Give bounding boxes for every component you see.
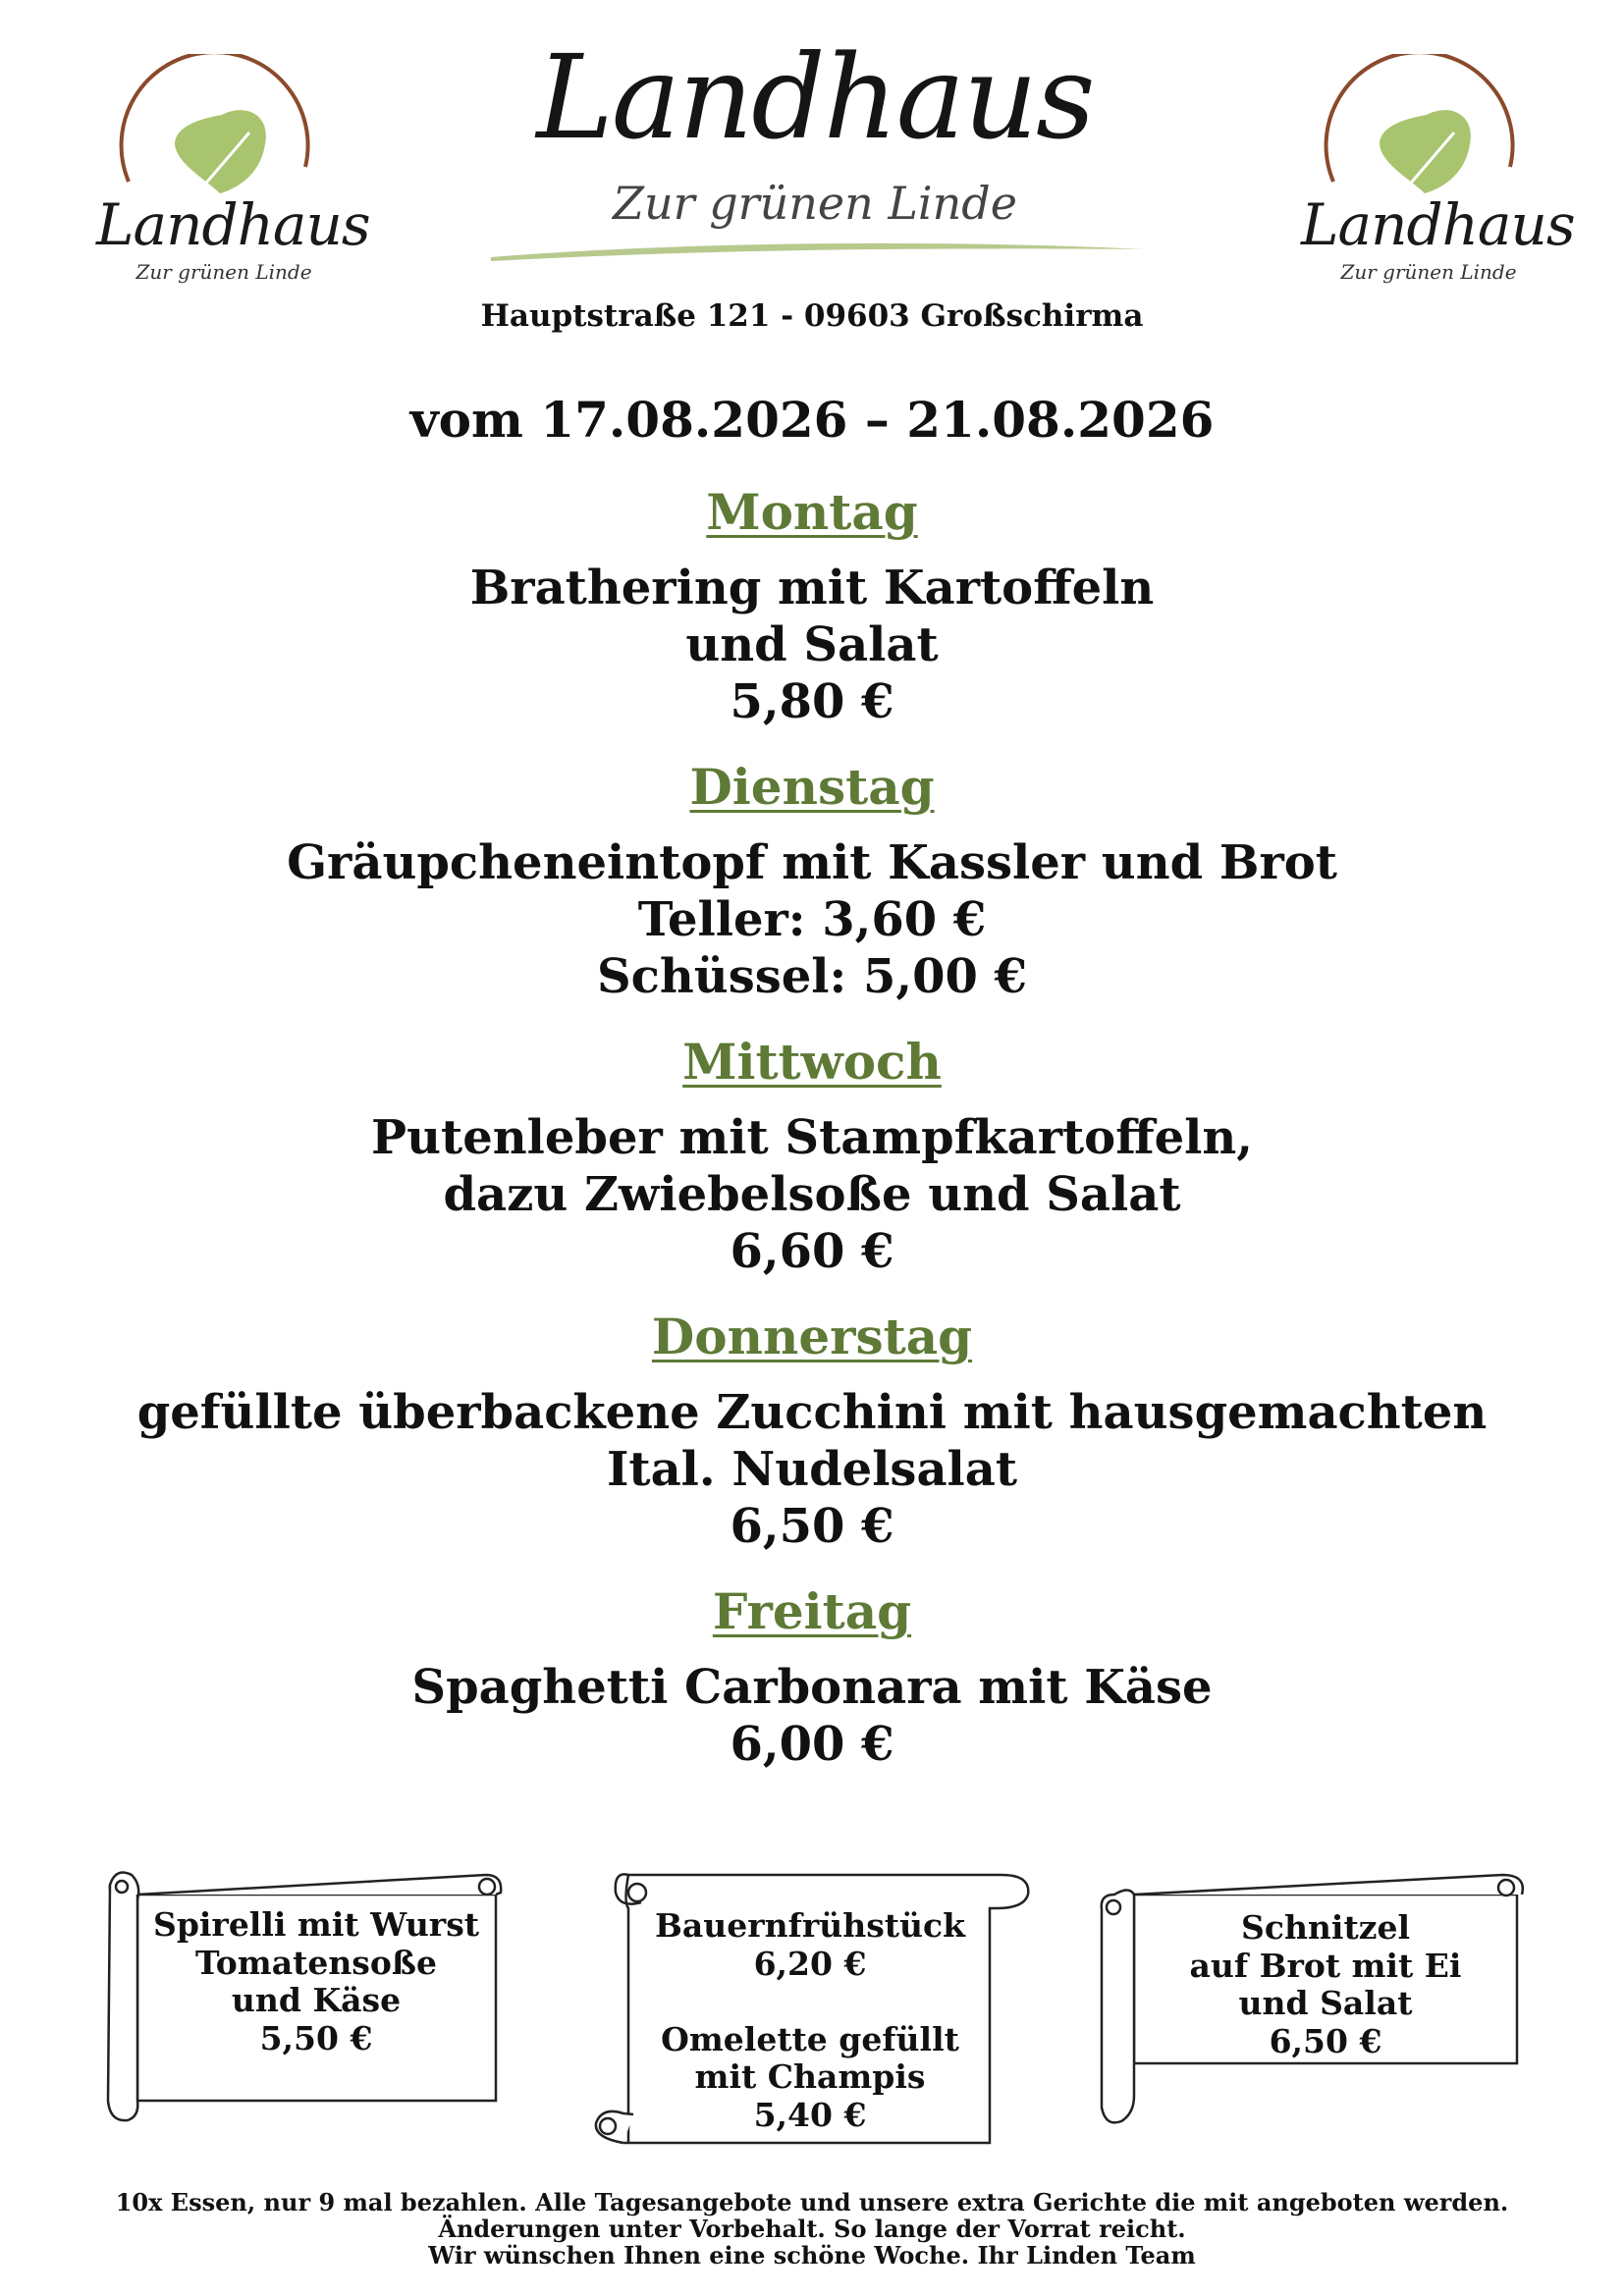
- scroll-price: 6,50 €: [1269, 2021, 1382, 2060]
- dish-price: Teller: 3,60 €: [637, 892, 987, 947]
- scroll-line: mit Champis: [694, 2057, 926, 2096]
- dish-price: Schüssel: 5,00 €: [597, 949, 1027, 1004]
- logo-subtitle: Zur grünen Linde: [135, 260, 312, 284]
- leaf-ring-icon: [1301, 54, 1556, 211]
- dish-line: gefüllte überbackene Zucchini mit hausgemachten: [136, 1385, 1488, 1440]
- dish-price: 5,80 €: [730, 674, 894, 729]
- extra-scroll-2: [584, 1843, 1036, 2167]
- scroll-text: [633, 1907, 987, 2134]
- dish-text: [0, 1659, 1624, 1773]
- scroll-line: Tomatensoße: [195, 1943, 437, 1982]
- main-title: Landhaus: [536, 29, 1094, 165]
- scroll-line: Bauernfrühstück: [655, 1906, 965, 1945]
- leaf-ring-icon: [96, 54, 352, 211]
- swoosh-divider: [489, 236, 1147, 265]
- main-subtitle: Zur grünen Linde: [613, 177, 1017, 230]
- dish-line: Ital. Nudelsalat: [606, 1442, 1018, 1497]
- dish-line: dazu Zwiebelsoße und Salat: [443, 1167, 1181, 1222]
- day-heading: Dienstag: [689, 758, 935, 816]
- dish-text: [0, 1384, 1624, 1555]
- dish-text: [0, 1109, 1624, 1280]
- scroll-spacer: [633, 1983, 987, 2021]
- day-monday: [0, 481, 1624, 730]
- logo-brand: Landhaus: [96, 191, 370, 258]
- extra-scroll-1: [98, 1845, 511, 2130]
- day-thursday: [0, 1306, 1624, 1555]
- day-heading: Donnerstag: [651, 1308, 973, 1365]
- logo-subtitle: Zur grünen Linde: [1340, 260, 1517, 284]
- scroll-line: Spirelli mit Wurst: [152, 1905, 480, 1944]
- scroll-price: 6,20 €: [753, 1944, 867, 1983]
- scroll-line: Omelette gefüllt: [661, 2019, 959, 2058]
- scroll-line: und Salat: [1238, 1984, 1413, 2022]
- footer-line: 10x Essen, nur 9 mal bezahlen. Alle Tagesangebote und unsere extra Gerichte die mit angeboten werden.: [115, 2188, 1509, 2216]
- dish-text: [0, 560, 1624, 730]
- scroll-line: Schnitzel: [1241, 1908, 1410, 1947]
- scroll-text: [139, 1906, 493, 2057]
- dish-line: Spaghetti Carbonara mit Käse: [411, 1660, 1213, 1715]
- footer-notes: [0, 2189, 1624, 2269]
- scroll-price: 5,40 €: [753, 2095, 867, 2134]
- day-heading: Mittwoch: [682, 1033, 942, 1091]
- logo-brand: Landhaus: [1301, 191, 1575, 258]
- dish-line: Gräupcheneintopf mit Kassler und Brot: [287, 835, 1337, 890]
- dish-price: 6,00 €: [730, 1717, 894, 1772]
- dish-price: 6,50 €: [730, 1499, 894, 1554]
- scroll-price: 5,50 €: [259, 2018, 373, 2057]
- date-range: vom 17.08.2026 – 21.08.2026: [409, 391, 1215, 449]
- logo-left: [96, 54, 370, 299]
- dish-text: [0, 834, 1624, 1005]
- day-wednesday: [0, 1031, 1624, 1280]
- dish-price: 6,60 €: [730, 1224, 894, 1279]
- dish-line: und Salat: [685, 617, 939, 672]
- footer-line: Wir wünschen Ihnen eine schöne Woche. Ihr Linden Team: [428, 2241, 1196, 2269]
- day-tuesday: [0, 756, 1624, 1005]
- scroll-line: und Käse: [231, 1981, 402, 2019]
- scroll-text: [1134, 1909, 1517, 2060]
- dish-line: Brathering mit Kartoffeln: [469, 561, 1155, 615]
- day-heading: Freitag: [712, 1582, 912, 1640]
- footer-line: Änderungen unter Vorbehalt. So lange der Vorrat reicht.: [438, 2215, 1186, 2243]
- day-heading: Montag: [706, 483, 918, 541]
- day-friday: [0, 1580, 1624, 1773]
- address: Hauptstraße 121 - 09603 Großschirma: [480, 298, 1144, 334]
- dish-line: Putenleber mit Stampfkartoffeln,: [371, 1110, 1253, 1165]
- extra-scroll-3: [1090, 1850, 1532, 2125]
- logo-right: [1301, 54, 1575, 299]
- scroll-line: auf Brot mit Ei: [1189, 1946, 1462, 1985]
